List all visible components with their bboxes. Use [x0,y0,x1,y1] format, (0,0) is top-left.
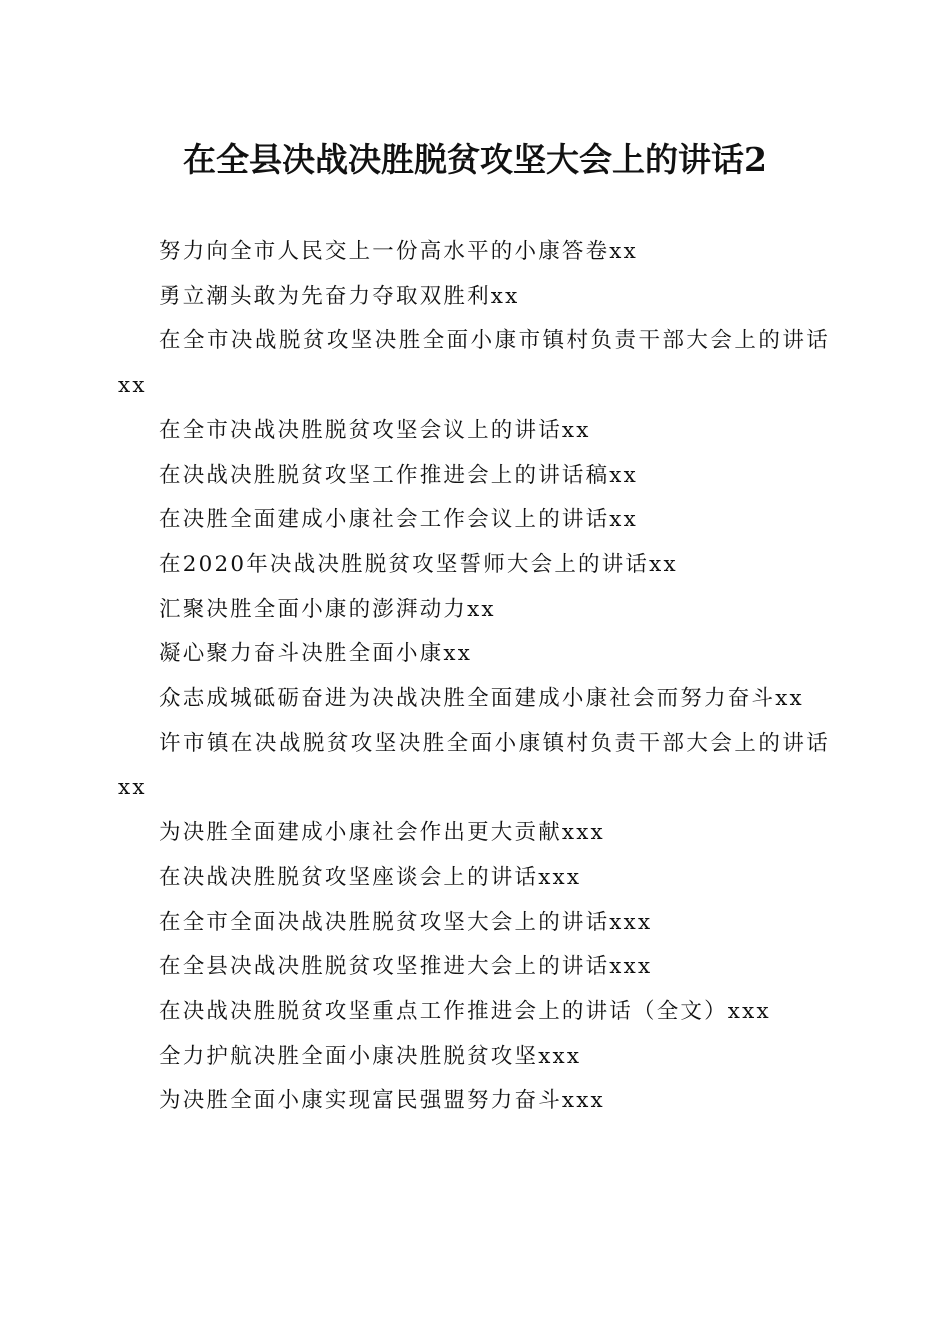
list-item: 为决胜全面建成小康社会作出更大贡献xxx [159,820,605,846]
list-item: 在全县决战决胜脱贫攻坚推进大会上的讲话xxx [159,954,653,980]
list-item: 在决战决胜脱贫攻坚工作推进会上的讲话稿xx [159,462,638,488]
list-item: 努力向全市人民交上一份高水平的小康答卷xx [159,239,638,264]
list-item: 在全市决战脱贫攻坚决胜全面小康市镇村负责干部大会上的讲话xx [118,328,830,399]
list-item: 众志成城砥砺奋进为决战决胜全面建成小康社会而努力奋斗xx [159,686,804,712]
document-body [118,230,830,1124]
list-item: 在2020年决战决胜脱贫攻坚誓师大会上的讲话xx [159,551,678,577]
list-item: 汇聚决胜全面小康的澎湃动力xx [159,596,496,622]
list-item: 为决胜全面小康实现富民强盟努力奋斗xxx [159,1088,605,1114]
list-item: 凝心聚力奋斗决胜全面小康xx [159,641,473,667]
list-item: 勇立潮头敢为先奋力夺取双胜利xx [159,283,520,309]
document-title: 在全县决战决胜脱贫攻坚大会上的讲话2 [183,140,767,179]
list-item: 在全市全面决战决胜脱贫攻坚大会上的讲话xxx [159,909,653,935]
list-item: 在全市决战决胜脱贫攻坚会议上的讲话xx [159,417,591,443]
list-item: 在决战决胜脱贫攻坚座谈会上的讲话xxx [159,864,582,890]
list-item: 在决战决胜脱贫攻坚重点工作推进会上的讲话（全文）xxx [159,998,771,1024]
list-item: 全力护航决胜全面小康决胜脱贫攻坚xxx [159,1043,582,1069]
list-item: 在决胜全面建成小康社会工作会议上的讲话xx [159,507,638,533]
list-item: 许市镇在决战脱贫攻坚决胜全面小康镇村负责干部大会上的讲话xx [118,730,830,801]
